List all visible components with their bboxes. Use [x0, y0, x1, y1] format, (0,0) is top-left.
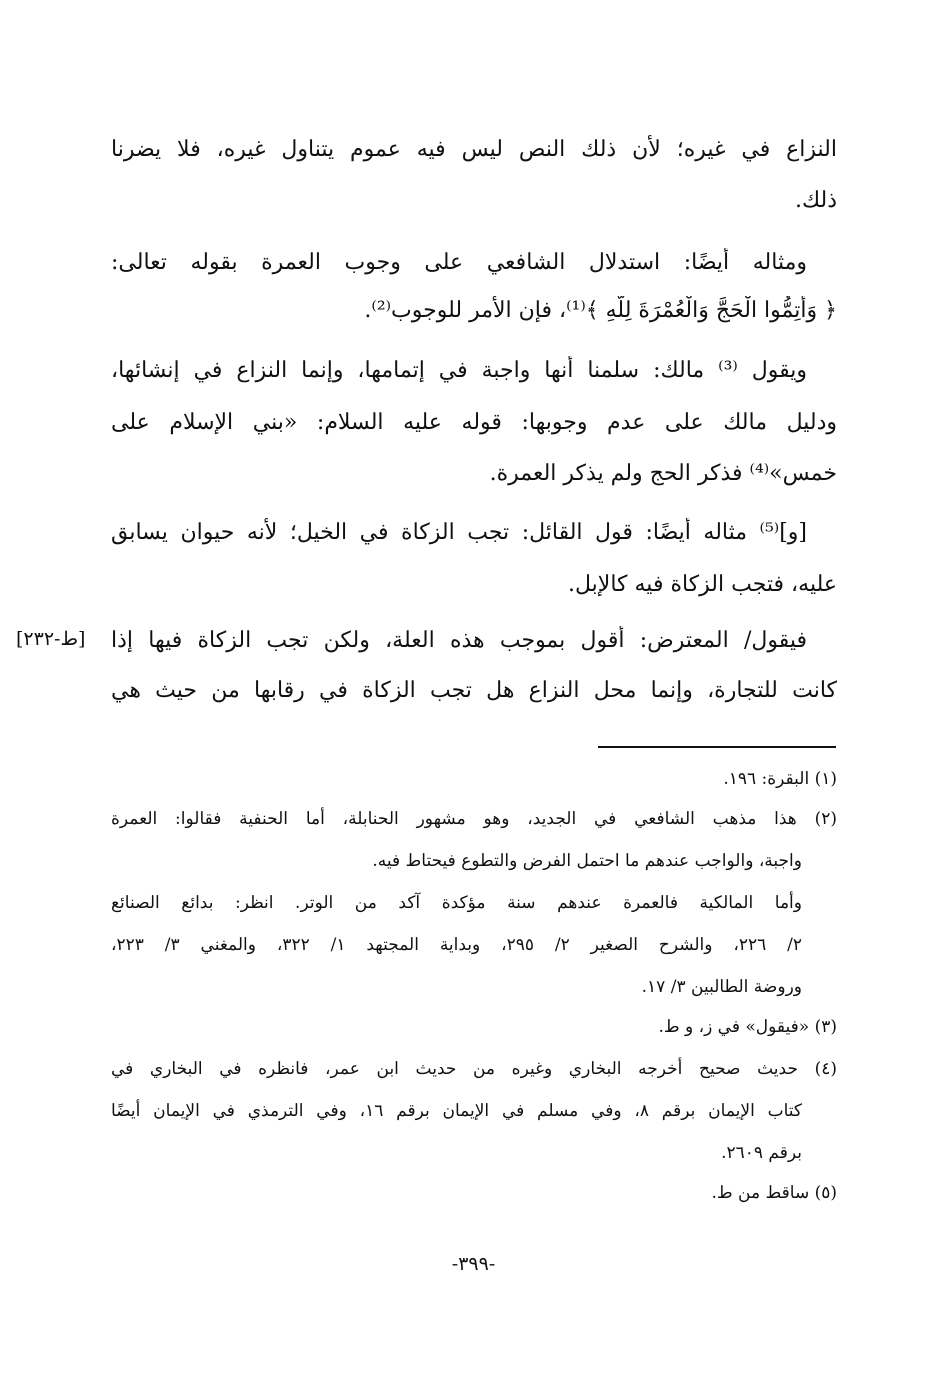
footnote-5: (٥) ساقط من ط. [711, 1183, 837, 1203]
footnote-2-line-2: واجبة، والواجب عندهم ما احتمل الفرض والتطوع فيحتاط فيه. [372, 851, 802, 871]
body-line-9: عليه، فتجب الزكاة فيه كالإبل. [568, 572, 837, 597]
footnote-separator [598, 746, 836, 748]
manuscript-page-reference: [ط-٢٣٢] [16, 628, 86, 650]
footnote-2-line-5: وروضة الطالبين ٣/ ١٧. [641, 977, 802, 997]
page-number: -٣٩٩- [451, 1253, 496, 1275]
footnote-3: (٣) «فيقول» في ز، و ط. [658, 1017, 837, 1037]
body-line-6: ودليل مالك على عدم وجوبها: قوله عليه السلام: «بني الإسلام على [111, 410, 837, 435]
body-line-10: فيقول/ المعترض: أقول بموجب هذه العلة، ولكن تجب الزكاة فيها إذا [111, 628, 807, 653]
footnote-2-line-1: (٢) هذا مذهب الشافعي في الجديد، وهو مشهور الحنابلة، أما الحنفية فقالوا: العمرة [111, 809, 837, 829]
body-line-4-quran-verse: ﴿ وَأَتِمُّوا الْحَجَّ وَالْعُمْرَةَ لِلَّهِ ﴾⁽¹⁾، فإن الأمر للوجوب⁽²⁾. [364, 298, 837, 323]
footnote-4-line-1: (٤) حديث صحيح أخرجه البخاري وغيره من حديث ابن عمر، فانظره في البخاري في [111, 1059, 837, 1079]
body-line-8: [و]⁽⁵⁾ مثاله أيضًا: قول القائل: تجب الزكاة في الخيل؛ لأنه حيوان يسابق [111, 520, 807, 545]
body-line-2: ذلك. [794, 188, 837, 213]
footnote-2-line-3: وأما المالكية فالعمرة عندهم سنة مؤكدة آكد من الوتر. انظر: بدائع الصنائع [111, 893, 802, 913]
footnote-4-line-3: برقم ٢٦٠٩. [721, 1143, 802, 1163]
body-line-5: ويقول ⁽³⁾ مالك: سلمنا أنها واجبة في إتمامها، وإنما النزاع في إنشائها، [111, 358, 807, 383]
body-line-7: خمس»⁽⁴⁾ فذكر الحج ولم يذكر العمرة. [489, 461, 837, 486]
body-line-1: النزاع في غيره؛ لأن ذلك النص ليس فيه عموم يتناول غيره، فلا يضرنا [111, 137, 837, 162]
footnote-1: (١) البقرة: ١٩٦. [723, 769, 837, 789]
body-line-3: ومثاله أيضًا: استدلال الشافعي على وجوب العمرة بقوله تعالى: [111, 250, 807, 275]
footnote-2-line-4: ٢/ ٢٢٦، والشرح الصغير ٢/ ٢٩٥، وبداية المجتهد ١/ ٣٢٢، والمغني ٣/ ٢٢٣، [111, 935, 802, 955]
footnote-4-line-2: كتاب الإيمان برقم ٨، وفي مسلم في الإيمان برقم ١٦، وفي الترمذي في الإيمان أيضًا [111, 1101, 802, 1121]
body-line-11: كانت للتجارة، وإنما محل النزاع هل تجب الزكاة في رقابها من حيث هي [111, 678, 837, 703]
